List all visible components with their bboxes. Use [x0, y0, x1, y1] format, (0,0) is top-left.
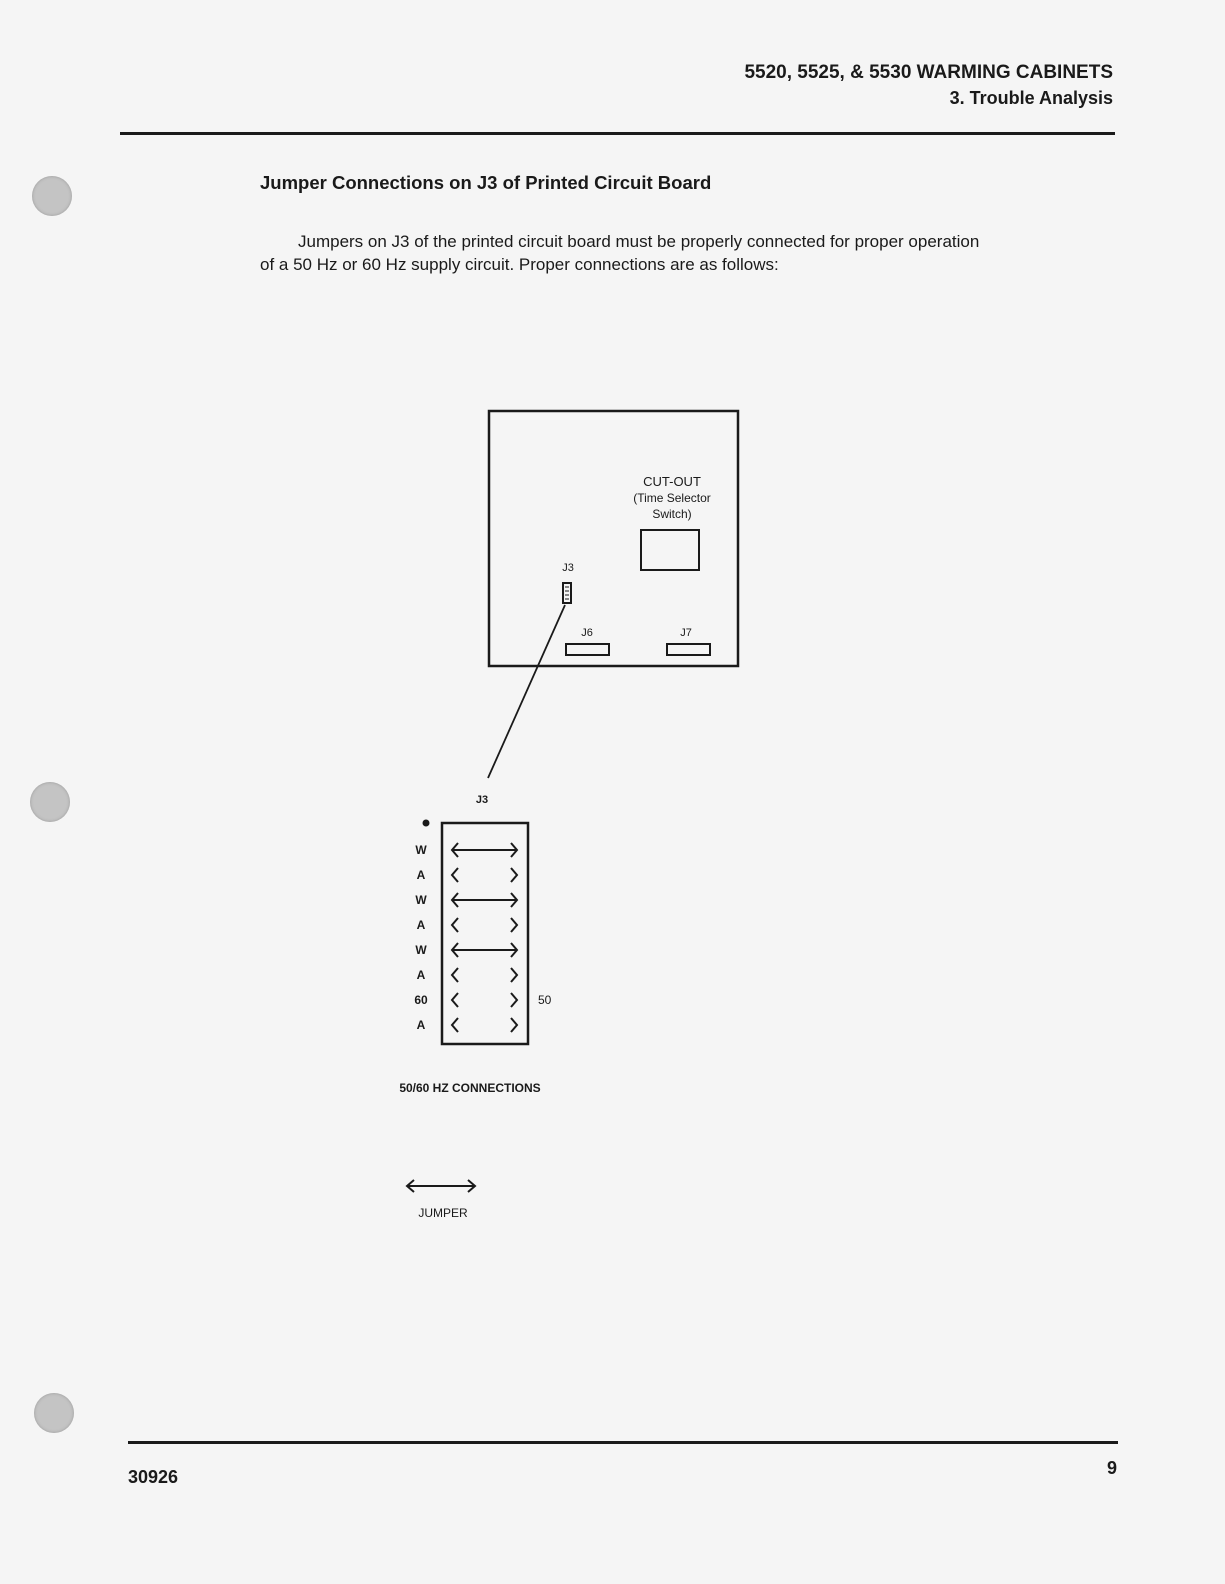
right-pin-bracket — [511, 993, 517, 1007]
connector-row — [417, 868, 517, 882]
document-title: 5520, 5525, & 5530 WARMING CABINETS — [744, 62, 1113, 83]
right-pin-bracket — [511, 868, 517, 882]
row-left-label: A — [416, 918, 426, 932]
row-left-label: W — [415, 893, 427, 907]
right-pin-bracket — [511, 1018, 517, 1032]
footer-rule — [128, 1441, 1118, 1444]
cutout-label-line3: Switch) — [652, 507, 692, 521]
chapter-title: 3. Trouble Analysis — [949, 88, 1113, 108]
left-pin-bracket — [452, 968, 458, 982]
row-left-label: A — [416, 968, 426, 982]
row-left-label: W — [415, 843, 427, 857]
j3-connector-block — [442, 823, 528, 1044]
connector-row — [415, 843, 517, 857]
right-pin-bracket — [511, 968, 517, 982]
right-pin-bracket — [511, 918, 517, 932]
jumper-legend-icon — [407, 1180, 475, 1192]
left-pin-bracket — [452, 1018, 458, 1032]
left-pin-bracket — [452, 868, 458, 882]
j3-detail-label: J3 — [475, 794, 489, 806]
left-pin-bracket — [452, 993, 458, 1007]
document-number: 30926 — [128, 1467, 179, 1487]
j3-board-label: J3 — [562, 562, 574, 574]
connector-row — [415, 943, 517, 957]
row-right-label: 50 — [538, 993, 552, 1007]
circuit-board — [489, 411, 738, 666]
connections-caption: 50/60 HZ CONNECTIONS — [399, 1081, 541, 1095]
pin1-marker — [423, 820, 430, 827]
cutout-label-line2: (Time Selector — [633, 491, 711, 505]
connector-row — [417, 918, 517, 932]
j6-header — [566, 644, 609, 655]
cutout-label: CUT-OUT — [643, 474, 701, 489]
j6-label: J6 — [581, 627, 593, 639]
j7-header — [667, 644, 710, 655]
row-left-label: 60 — [414, 993, 428, 1007]
connector-row — [417, 968, 517, 982]
section-heading: Jumper Connections on J3 of Printed Circuit Board — [260, 172, 712, 193]
j7-label: J7 — [680, 627, 692, 639]
left-pin-bracket — [452, 918, 458, 932]
page-number: 9 — [1106, 1458, 1117, 1478]
leader-line — [488, 605, 565, 778]
row-left-label: W — [415, 943, 427, 957]
connector-row — [417, 1018, 517, 1032]
connector-row — [415, 893, 517, 907]
section-paragraph: Jumpers on J3 of the printed circuit board must be properly connected for proper operation of a 50 Hz or 60 Hz supply circuit. Proper connections are as follows: — [260, 232, 980, 274]
row-left-label: A — [416, 1018, 426, 1032]
cutout-switch — [641, 530, 699, 570]
row-left-label: A — [416, 868, 426, 882]
j3-header — [563, 583, 571, 603]
connector-row — [414, 993, 551, 1007]
jumper-legend-label: JUMPER — [418, 1206, 468, 1220]
